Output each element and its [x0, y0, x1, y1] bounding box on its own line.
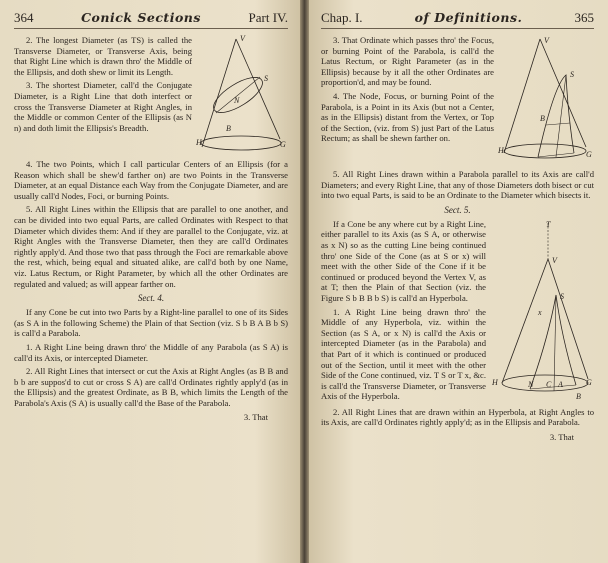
- fig-label-a: A: [558, 379, 563, 389]
- left-page: [0, 0, 300, 563]
- fig-label-h: H: [498, 146, 504, 155]
- left-paragraph: 2. All Right Lines that intersect or cut the Axis at Right Angles (as B B and b b are suppos'd to cut or cross S A) are call'd Ordinates rightly apply'd (as in the Ellipsis) and the greatest Ordinate, as B B, which limits the Length of the Parabola's Axis (S A) is usually call'd the Base of the Parabola.: [14, 366, 288, 408]
- right-page: [309, 0, 608, 563]
- fig-label-g: G: [280, 140, 286, 149]
- fig-label-g: G: [586, 150, 592, 159]
- right-paragraph: 2. All Right Lines that are drawn within an Hyperbola, at Right Angles to its Axis, are call'd Ordinates rightly apply'd; as in the Ellipsis and Parabola.: [321, 406, 594, 428]
- left-header-title: Conick Sections: [81, 10, 201, 25]
- fig-label-v: V: [552, 255, 557, 265]
- fig-label-s: S: [264, 74, 268, 83]
- right-paragraph: If a Cone be any where cut by a Right Line, either parallel to its Axis (as S A, or otherwise as x N) so as the cutting Line being continued thro' one Side of the Cone (as at S or x) will meet with the other Side of the Cone if it be continued or produced beyond the Vertex V, as at T; then the Plain of that Section (viz. the Figure S b B B b S) is call'd an Hyperbola.: [321, 218, 486, 303]
- left-paragraph: If any Cone be cut into two Parts by a Right-line parallel to one of its Sides (as S A in the following Scheme) the Plain of that Section (viz. S b B A B b S) is call'd a Parabola.: [14, 307, 288, 339]
- fig-label-s: S: [560, 291, 564, 301]
- right-paragraph: 1. A Right Line being drawn thro' the Middle of any Hyperbola, viz. within the Section (as S A, or x N) is call'd the Axis or intercepted Diameter (as in the Parabola) and that Part of it which is continued or produced out of the Section, until it meet with the other Side of the Cone continued, viz. T S or T x, &c. is call'd the Transverse Diameter, or Transverse Axis of the Hyperbola.: [321, 306, 486, 402]
- fig-label-h: H: [492, 377, 498, 387]
- right-running-head: [321, 10, 594, 29]
- right-paragraph: 3. That Ordinate which passes thro' the Focus, or burning Point of the Parabola, is call'd the Latus Rectum, or Right Parameter (as in the Ellipsis) because by it all the other Ordinates are proportion'd, and may be found.: [321, 35, 494, 88]
- hyperbola-cone-figure: [490, 219, 594, 405]
- right-paragraph: 5. All Right Lines drawn within a Parabola parallel to its Axis are call'd Diameters; and every Right Line, that any of those Diameters doth bisect or cut into two equal Parts, is said to be an Ordinate to the Diameter which bisects it.: [321, 169, 595, 201]
- left-paragraph: 2. The longest Diameter (as TS) is called the Transverse Diameter, or Transverse Axis, being that Right Line which is drawn thro' the Middle of the Ellipsis, and doth shew or limit its Length.: [14, 35, 192, 77]
- fig-label-b: B: [226, 124, 231, 133]
- fig-label-v: V: [544, 36, 549, 45]
- fig-label-s: S: [570, 70, 574, 79]
- fig-label-b: B: [540, 114, 545, 123]
- left-page-number: 364: [14, 10, 34, 25]
- book-gutter: [300, 0, 309, 563]
- right-catchword: 3. That: [549, 431, 574, 442]
- left-section-heading: Sect. 4.: [137, 293, 165, 304]
- fig-label-n: N: [528, 379, 534, 389]
- fig-label-h: H: [196, 138, 202, 147]
- right-section-heading: Sect. 5.: [444, 204, 471, 215]
- right-header-title: of Definitions.: [414, 10, 523, 25]
- left-paragraph: 3. The shortest Diameter, call'd the Conjugate Diameter, is a Right Line that doth interfect or cross the Transverse Diameter at Right Angles, in the Middle or common Center of the Ellipsis (as N n) and doth limit the Ellipsis's Breadth.: [14, 80, 192, 133]
- fig-label-x: x: [538, 307, 542, 317]
- left-header-part: Part IV.: [248, 10, 288, 25]
- left-paragraph: 1. A Right Line being drawn thro' the Middle of any Parabola (as S A) is call'd its Axis, or intercepted Diameter.: [14, 341, 288, 363]
- fig-label-n: N: [234, 96, 240, 105]
- right-header-chapter: Chap. I.: [321, 10, 363, 25]
- left-running-head: [14, 10, 288, 29]
- fig-label-g: G: [586, 377, 592, 387]
- ellipse-cone-figure: [196, 35, 288, 157]
- parabola-cone-figure: [498, 35, 594, 167]
- left-paragraph: 5. All Right Lines within the Ellipsis that are parallel to one another, and can be divided into two equal Parts, are called Ordinates with Respect to that Diameter which divides them: And if they are parallel to the Conjugate, viz. at Right Angles with the Transverse Diameter, then they are call'd Ordinates rightly apply'd. And those two that pass through the Foci are remarkable above the rest, which, being equal and situated alike, are call'd both by one Name, viz. Latus Rectum, or Right Parameter, by which all the other Ordinates are regulated and valued; as will appear farther on.: [14, 204, 288, 289]
- right-paragraph: 4. The Node, Focus, or burning Point of the Parabola, is a Point in its Axis (but not a Center, as in the Ellipsis) distant from the Vertex, or Top of the Section, (viz. from S) just Part of the Latus Rectum; as shall be shewn farther on.: [321, 90, 494, 144]
- left-catchword: 3. That: [243, 412, 268, 423]
- left-paragraph: 4. The two Points, which I call particular Centers of an Ellipsis (for a Reason which shall be shew'd farther on) are two Points in the Transverse Diameter, at an equal Distance each Way from the Conjugate Diameter, and are usually call'd Nodes, Foci, or burning Points.: [14, 159, 288, 201]
- right-page-number: 365: [574, 10, 594, 25]
- fig-label-b: B: [576, 391, 581, 401]
- fig-label-t: T: [546, 219, 551, 229]
- fig-label-v: V: [240, 35, 245, 43]
- fig-label-c: C: [546, 379, 552, 389]
